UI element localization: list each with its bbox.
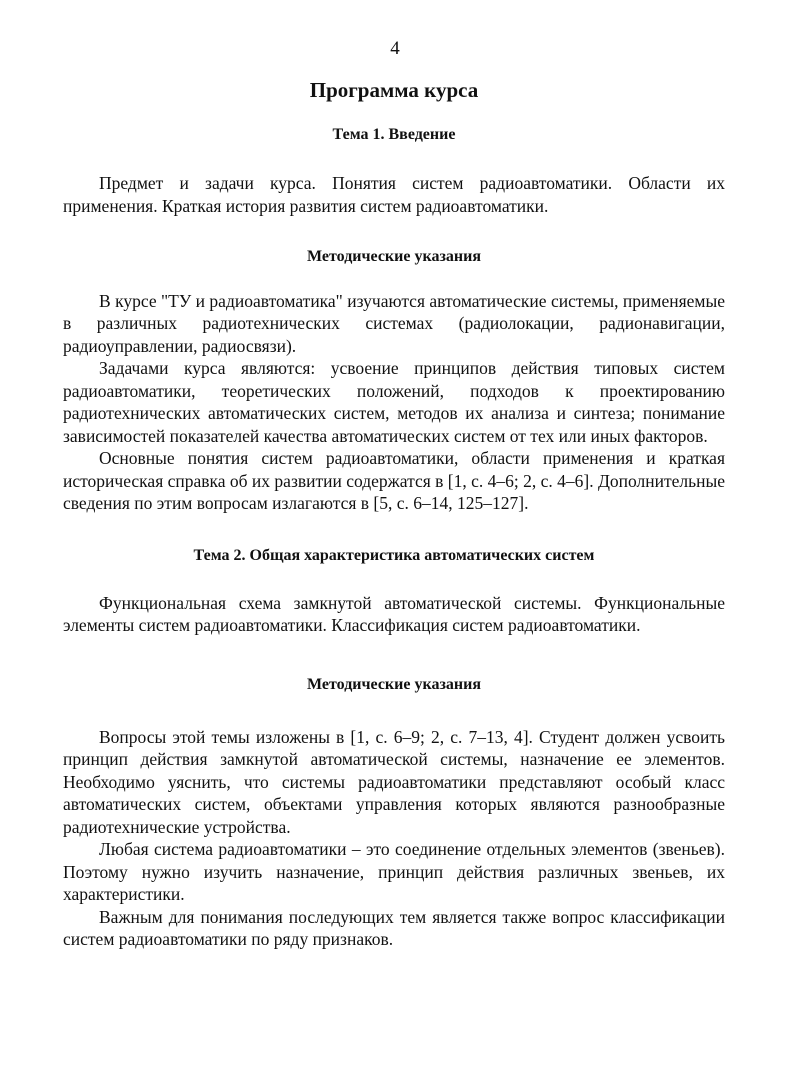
topic-2-paragraph: Функциональная схема замкнутой автоматической системы. Функциональные элементы систем радиоавтоматики. Классификация систем радиоавтоматики. [63, 592, 725, 636]
topic-2-guidelines-paragraph-1: Вопросы этой темы изложены в [1, с. 6–9; 2, с. 7–13, 4]. Студент должен усвоить принцип действия замкнутой автоматической системы, назначение ее элементов. Необходимо уяснить, что системы радиоавтоматики представляют особый класс автоматических систем, объектами управления которых являются разнообразные радиотехнические устройства. [63, 726, 725, 837]
page-content [63, 78, 725, 951]
page-title: Программа курса [309, 78, 479, 102]
topic-2-guidelines-paragraph-2: Любая система радиоавтоматики – это соединение отдельных элементов (звеньев). Поэтому нужно изучить назначение, принцип действия различных звеньев, их характеристики. [63, 839, 725, 905]
topic-1-guidelines-paragraph-3: Основные понятия систем радиоавтоматики, области применения и краткая историческая справка об их развитии содержатся в [1, с. 4–6; 2, с. 4–6]. Дополнительные сведения по этим вопросам излагаются в [5, с. 6–14, 125–127]. [63, 448, 726, 514]
topic-2-guidelines-heading: Методические указания [307, 675, 481, 693]
topic-1-heading: Тема 1. Введение [332, 126, 456, 144]
topic-1-guidelines-paragraph-2: Задачами курса являются: усвоение принципов действия типовых систем радиоавтоматики, теоретических положений, подходов к проектированию радиотехнических автоматических систем, методов их анализа и синтеза; понимание зависимостей показателей качества автоматических систем от тех или иных факторов. [63, 358, 725, 446]
topic-1-guidelines-heading: Методические указания [307, 248, 481, 266]
topic-2-guidelines-paragraph-3: Важным для понимания последующих тем является также вопрос классификации систем радиоавтоматики по ряду признаков. [63, 906, 725, 950]
page-number: 4 [390, 38, 400, 59]
topic-1-guidelines-paragraph-1: В курсе "ТУ и радиоавтоматика" изучаются автоматические системы, применяемые в различных радиотехнических системах (радиолокации, радионавигации, радиоуправлении, радиосвязи). [63, 290, 725, 356]
topic-2-heading: Тема 2. Общая характеристика автоматических систем [193, 546, 595, 564]
topic-1-paragraph: Предмет и задачи курса. Понятия систем радиоавтоматики. Области их применения. Краткая история развития систем радиоавтоматики. [63, 173, 725, 216]
